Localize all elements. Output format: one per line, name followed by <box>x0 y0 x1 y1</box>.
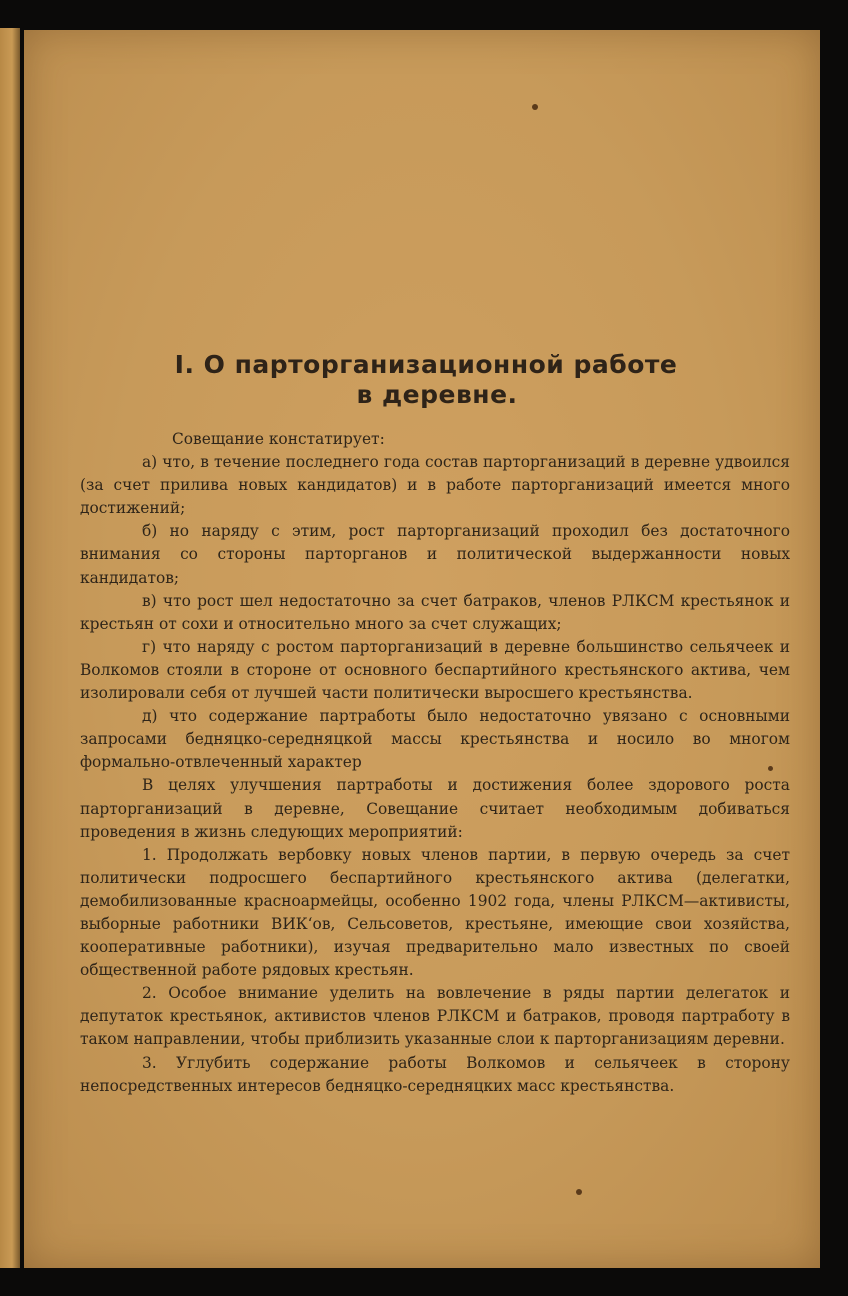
paragraph-item-v: в) что рост шел недостаточно за счет батраков, членов РЛКСМ крестьянок и крестьян от сохи и относительно много за счет служащих; <box>80 591 790 633</box>
paper-speck <box>532 104 538 110</box>
previous-page-edge <box>0 28 20 1268</box>
section-title-line-1: I. О парторганизационной работе <box>174 350 678 379</box>
paragraph-intro: Совещание констатирует: <box>172 430 385 448</box>
paragraph-item-b: б) но наряду с этим, рост парторганизаций проходил без достаточного внимания со стороны парторганов и политической выдержанности новых кандидатов; <box>80 522 790 587</box>
paragraph-measure-1: 1. Продолжать вербовку новых членов партии, в первую очередь за счет политически подросшего беспартийного крестьянского актива (делегатки, демобилизованные красноармейцы, особенно 1902 года, члены РЛКСМ—активисты, выборные работники ВИК‘ов, Сельсоветов, крестьяне, имеющие свои хозяйства, кооперативные работники), изучая предварительно мало известных по своей общественной работе рядовых крестьян. <box>80 845 790 980</box>
document-body <box>80 428 790 1098</box>
paragraph-item-g: г) что наряду с ростом парторганизаций в деревне большинство сельячеек и Волкомов стояли в стороне от основного беспартийного крестьянского актива, чем изолировали себя от лучшей части политически выросшего крестьянства. <box>80 637 790 703</box>
paragraph-measures-intro: В целях улучшения партработы и достижения более здорового роста парторганизаций в деревне, Совещание считает необходимым добиваться проведения в жизнь следующих мероприятий: <box>80 776 790 841</box>
paragraph-item-a: а) что, в течение последнего года состав парторганизаций в деревне удвоился (за счет прилива новых кандидатов) и в работе парторганизаций имеется много достижений; <box>80 453 790 518</box>
paragraph-measure-3: 3. Углубить содержание работы Волкомов и сельячеек в сторону непосредственных интересов бедняцко-середняцких масс крестьянства. <box>80 1053 790 1095</box>
section-title-line-2: в деревне. <box>356 380 518 409</box>
document-page <box>24 30 820 1268</box>
paragraph-measure-2: 2. Особое внимание уделить на вовлечение в ряды партии делегаток и депутаток крестьянок, активистов членов РЛКСМ и батраков, проводя партработу в таком направлении, чтобы приблизить указанные слои к парторганизациям деревни. <box>80 984 790 1049</box>
paper-speck <box>576 1189 582 1195</box>
paragraph-item-d: д) что содержание партработы было недостаточно увязано с основными запросами бедняцко-середняцкой массы крестьянства и носило во многом формально-отвлеченный характер <box>80 707 790 772</box>
section-title <box>24 350 820 410</box>
